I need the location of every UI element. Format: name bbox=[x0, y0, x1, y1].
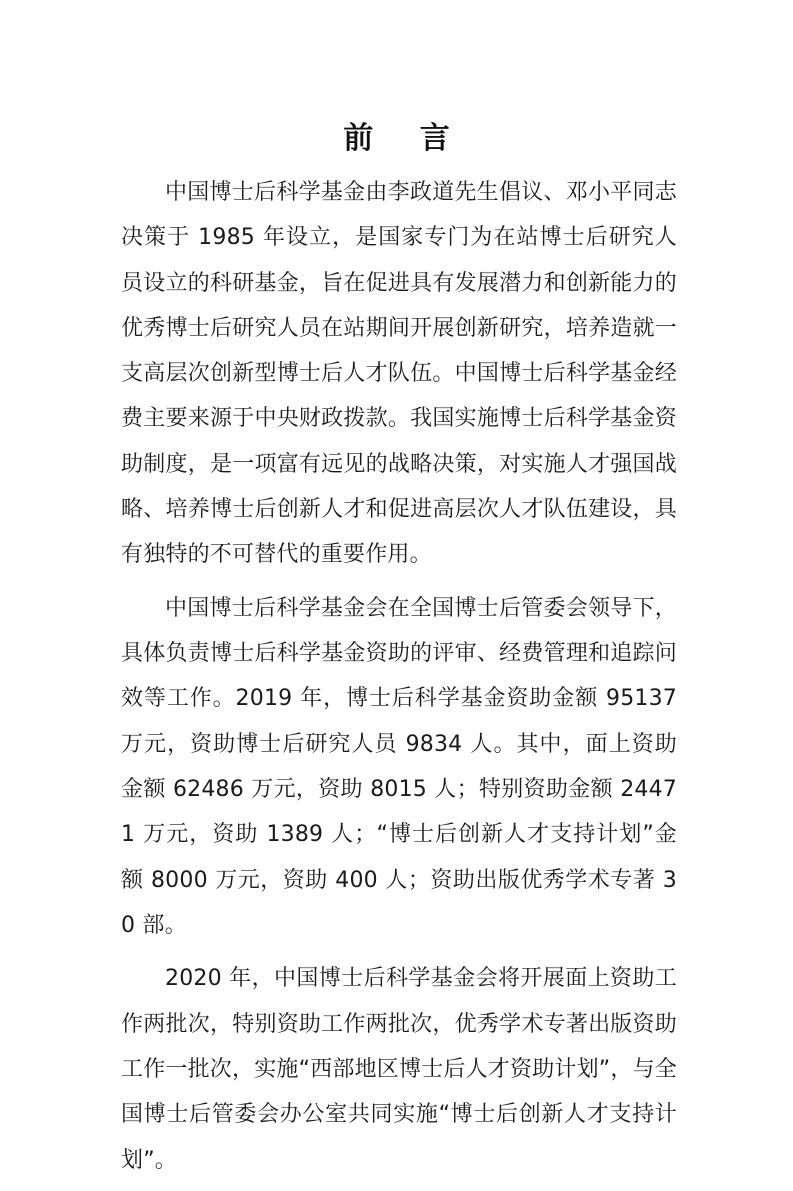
page-title: 前 言 bbox=[343, 121, 468, 156]
document-body bbox=[121, 170, 677, 1191]
paragraph-1: 中国博士后科学基金由李政道先生倡议、邓小平同志决策于 1985 年设立，是国家专门为在站博士后研究人员设立的科研基金，旨在促进具有发展潜力和创新能力的优秀博士后研究人员在站期间开展创新研究，培养造就一支高层次创新型博士后人才队伍。中国博士后科学基金经费主要来源于中央财政拨款。我国实施博士后科学基金资助制度，是一项富有远见的战略决策，对实施人才强国战略、培养博士后创新人才和促进高层次人才队伍建设，具有独特的不可替代的重要作用。 bbox=[121, 180, 677, 568]
paragraph-3: 2020 年，中国博士后科学基金会将开展面上资助工作两批次，特别资助工作两批次，优秀学术专著出版资助工作一批次，实施“西部地区博士后人才资助计划”，与全国博士后管委会办公室共同实施“博士后创新人才支持计划”。 bbox=[121, 966, 677, 1173]
paragraph-2: 中国博士后科学基金会在全国博士后管委会领导下，具体负责博士后科学基金资助的评审、经费管理和追踪问效等工作。2019 年，博士后科学基金资助金额 95137 万元，资助博士后研究人员 9834 人。其中，面上资助金额 62486 万元，资助 8015 人；特别资助金额 24471 万元，资助 1389 人；“博士后创新人才支持计划”金额 8000 万元，资助 400 人；资助出版优秀学术专著 30 部。 bbox=[121, 595, 677, 938]
